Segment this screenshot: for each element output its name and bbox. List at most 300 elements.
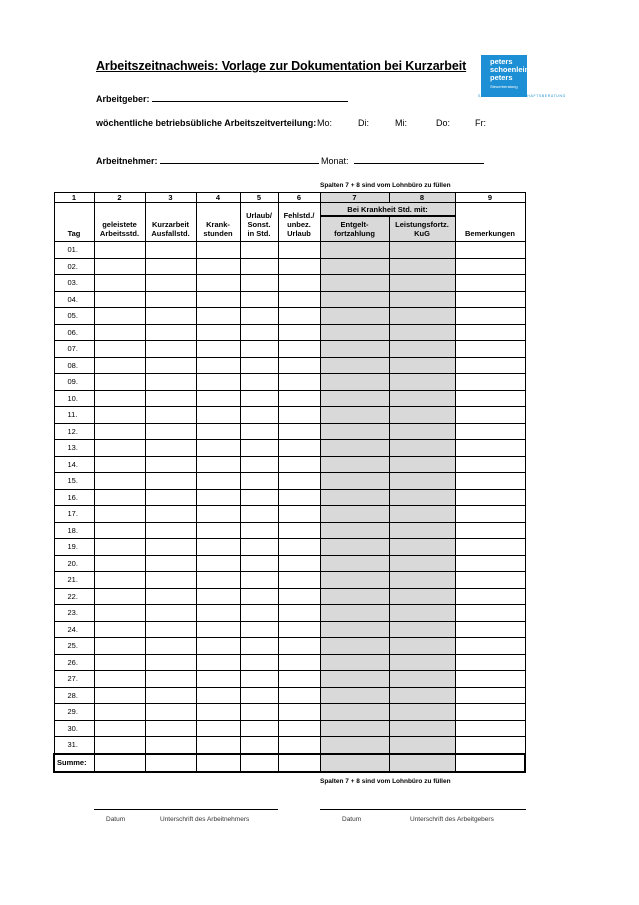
entry-cell[interactable] — [455, 522, 525, 539]
entry-cell[interactable] — [196, 324, 240, 341]
entry-cell[interactable] — [94, 737, 145, 754]
entry-cell[interactable] — [389, 242, 455, 259]
entry-cell[interactable] — [455, 687, 525, 704]
entry-cell[interactable] — [278, 654, 320, 671]
entry-cell[interactable] — [278, 242, 320, 259]
entry-cell[interactable] — [389, 522, 455, 539]
entry-cell[interactable] — [196, 605, 240, 622]
entry-cell[interactable] — [320, 506, 389, 523]
entry-cell[interactable] — [455, 291, 525, 308]
entry-cell[interactable] — [389, 687, 455, 704]
sum-cell[interactable] — [94, 754, 145, 772]
entry-cell[interactable] — [389, 440, 455, 457]
day-row — [54, 671, 525, 688]
sum-cell[interactable] — [196, 754, 240, 772]
entry-cell[interactable] — [94, 720, 145, 737]
entry-cell[interactable] — [196, 522, 240, 539]
entry-cell[interactable] — [240, 671, 278, 688]
logo-line-2: schoenlein — [490, 65, 530, 74]
entry-cell[interactable] — [94, 258, 145, 275]
entry-cell[interactable] — [455, 572, 525, 589]
entry-cell[interactable] — [278, 341, 320, 358]
entry-cell[interactable] — [240, 258, 278, 275]
entry-cell[interactable] — [455, 720, 525, 737]
entry-cell[interactable] — [145, 374, 196, 391]
day-row — [54, 308, 525, 325]
entry-cell[interactable] — [145, 456, 196, 473]
entry-cell[interactable] — [196, 737, 240, 754]
day-label: 26. — [54, 654, 94, 671]
entry-cell[interactable] — [320, 522, 389, 539]
entry-cell[interactable] — [240, 638, 278, 655]
header-vacation — [240, 203, 278, 242]
entry-cell[interactable] — [389, 621, 455, 638]
entry-cell[interactable] — [455, 506, 525, 523]
entry-cell[interactable] — [94, 291, 145, 308]
entry-cell[interactable] — [278, 671, 320, 688]
day-row — [54, 489, 525, 506]
entry-cell[interactable] — [455, 440, 525, 457]
header-kug — [389, 216, 455, 242]
entry-cell[interactable] — [455, 473, 525, 490]
entry-cell[interactable] — [145, 473, 196, 490]
day-label: 20. — [54, 555, 94, 572]
entry-cell[interactable] — [240, 572, 278, 589]
entry-cell[interactable] — [145, 687, 196, 704]
entry-cell[interactable] — [455, 588, 525, 605]
entry-cell[interactable] — [145, 555, 196, 572]
weekday-do: Do: — [436, 118, 451, 128]
entry-cell[interactable] — [94, 473, 145, 490]
entry-cell[interactable] — [278, 440, 320, 457]
entry-cell[interactable] — [94, 357, 145, 374]
entry-cell[interactable] — [196, 638, 240, 655]
day-label: 10. — [54, 390, 94, 407]
entry-cell[interactable] — [278, 605, 320, 622]
entry-cell[interactable] — [94, 704, 145, 721]
day-row — [54, 687, 525, 704]
entry-cell[interactable] — [145, 638, 196, 655]
entry-cell[interactable] — [278, 588, 320, 605]
entry-cell[interactable] — [196, 258, 240, 275]
entry-cell[interactable] — [278, 390, 320, 407]
entry-cell[interactable] — [389, 572, 455, 589]
entry-cell[interactable] — [196, 720, 240, 737]
entry-cell[interactable] — [196, 489, 240, 506]
entry-cell[interactable] — [320, 374, 389, 391]
entry-cell[interactable] — [196, 242, 240, 259]
entry-cell[interactable] — [320, 242, 389, 259]
header-sick-hours — [196, 203, 240, 242]
entry-cell[interactable] — [240, 374, 278, 391]
entry-cell[interactable] — [320, 621, 389, 638]
col-num-8: 8 — [389, 193, 455, 203]
entry-cell[interactable] — [94, 605, 145, 622]
day-label: 22. — [54, 588, 94, 605]
entry-cell[interactable] — [196, 275, 240, 292]
entry-cell[interactable] — [320, 720, 389, 737]
entry-cell[interactable] — [240, 621, 278, 638]
entry-cell[interactable] — [145, 324, 196, 341]
entry-cell[interactable] — [389, 539, 455, 556]
entry-cell[interactable] — [278, 407, 320, 424]
entry-cell[interactable] — [389, 720, 455, 737]
entry-cell[interactable] — [240, 473, 278, 490]
entry-cell[interactable] — [196, 423, 240, 440]
header-sick-group: Bei Krankheit Std. mit: — [320, 203, 455, 217]
entry-cell[interactable] — [94, 489, 145, 506]
entry-cell[interactable] — [455, 489, 525, 506]
entry-cell[interactable] — [320, 588, 389, 605]
entry-cell[interactable] — [320, 407, 389, 424]
header-worked-hours-line-1: geleistete — [102, 220, 137, 229]
entry-cell[interactable] — [455, 357, 525, 374]
entry-cell[interactable] — [240, 539, 278, 556]
entry-cell[interactable] — [196, 671, 240, 688]
entry-cell[interactable] — [278, 258, 320, 275]
entry-cell[interactable] — [196, 654, 240, 671]
entry-cell[interactable] — [145, 407, 196, 424]
entry-cell[interactable] — [196, 407, 240, 424]
entry-cell[interactable] — [389, 258, 455, 275]
entry-cell[interactable] — [94, 341, 145, 358]
entry-cell[interactable] — [94, 522, 145, 539]
entry-cell[interactable] — [240, 704, 278, 721]
entry-cell[interactable] — [278, 522, 320, 539]
entry-cell[interactable] — [145, 605, 196, 622]
entry-cell[interactable] — [240, 456, 278, 473]
entry-cell[interactable] — [196, 572, 240, 589]
entry-cell[interactable] — [94, 407, 145, 424]
entry-cell[interactable] — [145, 737, 196, 754]
entry-cell[interactable] — [145, 440, 196, 457]
entry-cell[interactable] — [196, 390, 240, 407]
entry-cell[interactable] — [94, 687, 145, 704]
logo-line-1: peters — [490, 57, 513, 66]
entry-cell[interactable] — [94, 671, 145, 688]
entry-cell[interactable] — [320, 440, 389, 457]
entry-cell[interactable] — [320, 737, 389, 754]
entry-cell[interactable] — [94, 390, 145, 407]
weekly-hours-label: wöchentliche betriebsübliche Arbeitszeitverteilung: — [96, 118, 317, 128]
entry-cell[interactable] — [320, 473, 389, 490]
entry-cell[interactable] — [94, 588, 145, 605]
header-sick-hours-line-1: Krank- — [206, 220, 230, 229]
entry-cell[interactable] — [455, 341, 525, 358]
entry-cell[interactable] — [278, 489, 320, 506]
entry-cell[interactable] — [94, 539, 145, 556]
entry-cell[interactable] — [145, 242, 196, 259]
sum-cell[interactable] — [278, 754, 320, 772]
entry-cell[interactable] — [389, 357, 455, 374]
entry-cell[interactable] — [145, 720, 196, 737]
entry-cell[interactable] — [455, 374, 525, 391]
entry-cell[interactable] — [278, 638, 320, 655]
entry-cell[interactable] — [196, 555, 240, 572]
day-label: 14. — [54, 456, 94, 473]
entry-cell[interactable] — [145, 621, 196, 638]
entry-cell[interactable] — [320, 555, 389, 572]
entry-cell[interactable] — [389, 506, 455, 523]
entry-cell[interactable] — [455, 605, 525, 622]
entry-cell[interactable] — [145, 489, 196, 506]
entry-cell[interactable] — [455, 242, 525, 259]
entry-cell[interactable] — [320, 687, 389, 704]
entry-cell[interactable] — [320, 456, 389, 473]
day-row — [54, 407, 525, 424]
entry-cell[interactable] — [455, 456, 525, 473]
entry-cell[interactable] — [196, 621, 240, 638]
entry-cell[interactable] — [240, 588, 278, 605]
header-vacation-line-2: Sonst. — [247, 220, 271, 229]
entry-cell[interactable] — [389, 341, 455, 358]
entry-cell[interactable] — [320, 275, 389, 292]
entry-cell[interactable] — [278, 275, 320, 292]
entry-cell[interactable] — [145, 704, 196, 721]
entry-cell[interactable] — [389, 291, 455, 308]
entry-cell[interactable] — [278, 291, 320, 308]
entry-cell[interactable] — [455, 407, 525, 424]
entry-cell[interactable] — [278, 506, 320, 523]
entry-cell[interactable] — [455, 539, 525, 556]
entry-cell[interactable] — [94, 654, 145, 671]
entry-cell[interactable] — [145, 291, 196, 308]
entry-cell[interactable] — [145, 654, 196, 671]
entry-cell[interactable] — [240, 341, 278, 358]
entry-cell[interactable] — [196, 291, 240, 308]
day-label: 12. — [54, 423, 94, 440]
entry-cell[interactable] — [455, 654, 525, 671]
entry-cell[interactable] — [320, 390, 389, 407]
employee-field-line[interactable] — [160, 163, 319, 164]
entry-cell[interactable] — [455, 704, 525, 721]
entry-cell[interactable] — [94, 374, 145, 391]
entry-cell[interactable] — [320, 572, 389, 589]
entry-cell[interactable] — [145, 423, 196, 440]
entry-cell[interactable] — [196, 357, 240, 374]
entry-cell[interactable] — [389, 456, 455, 473]
entry-cell[interactable] — [94, 275, 145, 292]
entry-cell[interactable] — [320, 654, 389, 671]
entry-cell[interactable] — [240, 423, 278, 440]
day-row — [54, 440, 525, 457]
entry-cell[interactable] — [389, 605, 455, 622]
entry-cell[interactable] — [240, 275, 278, 292]
entry-cell[interactable] — [455, 390, 525, 407]
entry-cell[interactable] — [196, 308, 240, 325]
timesheet-table — [53, 192, 526, 773]
entry-cell[interactable] — [320, 291, 389, 308]
entry-cell[interactable] — [455, 671, 525, 688]
entry-cell[interactable] — [196, 456, 240, 473]
entry-cell[interactable] — [240, 654, 278, 671]
entry-cell[interactable] — [240, 440, 278, 457]
company-logo — [481, 55, 530, 97]
entry-cell[interactable] — [320, 357, 389, 374]
entry-cell[interactable] — [240, 291, 278, 308]
entry-cell[interactable] — [389, 324, 455, 341]
entry-cell[interactable] — [455, 275, 525, 292]
entry-cell[interactable] — [145, 275, 196, 292]
entry-cell[interactable] — [389, 423, 455, 440]
entry-cell[interactable] — [389, 473, 455, 490]
entry-cell[interactable] — [240, 407, 278, 424]
entry-cell[interactable] — [278, 473, 320, 490]
entry-cell[interactable] — [145, 572, 196, 589]
entry-cell[interactable] — [455, 308, 525, 325]
entry-cell[interactable] — [455, 423, 525, 440]
day-label: 05. — [54, 308, 94, 325]
entry-cell[interactable] — [389, 374, 455, 391]
entry-cell[interactable] — [320, 423, 389, 440]
entry-cell[interactable] — [278, 555, 320, 572]
entry-cell[interactable] — [278, 621, 320, 638]
entry-cell[interactable] — [389, 308, 455, 325]
month-field-line[interactable] — [354, 163, 484, 164]
entry-cell[interactable] — [320, 704, 389, 721]
entry-cell[interactable] — [240, 489, 278, 506]
entry-cell[interactable] — [278, 374, 320, 391]
employer-field-line[interactable] — [152, 101, 348, 102]
entry-cell[interactable] — [240, 324, 278, 341]
entry-cell[interactable] — [389, 588, 455, 605]
entry-cell[interactable] — [196, 374, 240, 391]
entry-cell[interactable] — [320, 605, 389, 622]
entry-cell[interactable] — [196, 506, 240, 523]
entry-cell[interactable] — [278, 737, 320, 754]
entry-cell[interactable] — [94, 572, 145, 589]
entry-cell[interactable] — [145, 357, 196, 374]
entry-cell[interactable] — [320, 258, 389, 275]
entry-cell[interactable] — [389, 407, 455, 424]
entry-cell[interactable] — [389, 654, 455, 671]
entry-cell[interactable] — [145, 522, 196, 539]
day-label: 02. — [54, 258, 94, 275]
entry-cell[interactable] — [455, 555, 525, 572]
entry-cell[interactable] — [145, 671, 196, 688]
entry-cell[interactable] — [240, 308, 278, 325]
entry-cell[interactable] — [278, 423, 320, 440]
entry-cell[interactable] — [278, 357, 320, 374]
entry-cell[interactable] — [94, 621, 145, 638]
entry-cell[interactable] — [278, 539, 320, 556]
entry-cell[interactable] — [145, 506, 196, 523]
entry-cell[interactable] — [145, 588, 196, 605]
entry-cell[interactable] — [240, 687, 278, 704]
weekday-mo: Mo: — [317, 118, 333, 128]
entry-cell[interactable] — [320, 638, 389, 655]
entry-cell[interactable] — [240, 555, 278, 572]
entry-cell[interactable] — [240, 242, 278, 259]
entry-cell[interactable] — [278, 704, 320, 721]
employee-signature-line[interactable] — [94, 809, 278, 810]
entry-cell[interactable] — [455, 737, 525, 754]
entry-cell[interactable] — [389, 489, 455, 506]
entry-cell[interactable] — [455, 258, 525, 275]
entry-cell[interactable] — [240, 737, 278, 754]
entry-cell[interactable] — [240, 720, 278, 737]
entry-cell[interactable] — [278, 720, 320, 737]
entry-cell[interactable] — [196, 440, 240, 457]
sum-cell[interactable] — [455, 754, 525, 772]
entry-cell[interactable] — [455, 638, 525, 655]
entry-cell[interactable] — [320, 324, 389, 341]
entry-cell[interactable] — [196, 704, 240, 721]
entry-cell[interactable] — [278, 324, 320, 341]
sum-cell[interactable] — [145, 754, 196, 772]
entry-cell[interactable] — [94, 506, 145, 523]
header-vacation-line-1: Urlaub/ — [246, 211, 272, 220]
entry-cell[interactable] — [145, 308, 196, 325]
entry-cell[interactable] — [145, 258, 196, 275]
entry-cell[interactable] — [196, 687, 240, 704]
entry-cell[interactable] — [320, 341, 389, 358]
entry-cell[interactable] — [94, 308, 145, 325]
entry-cell[interactable] — [94, 638, 145, 655]
entry-cell[interactable] — [389, 737, 455, 754]
entry-cell[interactable] — [94, 440, 145, 457]
entry-cell[interactable] — [389, 390, 455, 407]
entry-cell[interactable] — [320, 308, 389, 325]
entry-cell[interactable] — [278, 572, 320, 589]
entry-cell[interactable] — [94, 555, 145, 572]
entry-cell[interactable] — [240, 605, 278, 622]
entry-cell[interactable] — [94, 423, 145, 440]
sum-cell[interactable] — [389, 754, 455, 772]
entry-cell[interactable] — [94, 456, 145, 473]
entry-cell[interactable] — [455, 324, 525, 341]
entry-cell[interactable] — [455, 621, 525, 638]
entry-cell[interactable] — [240, 506, 278, 523]
entry-cell[interactable] — [240, 390, 278, 407]
employer-signature-label: Unterschrift des Arbeitgebers — [410, 816, 494, 823]
sum-cell[interactable] — [320, 754, 389, 772]
entry-cell[interactable] — [145, 390, 196, 407]
entry-cell[interactable] — [320, 489, 389, 506]
entry-cell[interactable] — [94, 242, 145, 259]
entry-cell[interactable] — [389, 704, 455, 721]
employer-label: Arbeitgeber: — [96, 94, 150, 104]
entry-cell[interactable] — [145, 539, 196, 556]
entry-cell[interactable] — [240, 522, 278, 539]
entry-cell[interactable] — [240, 357, 278, 374]
day-label: 06. — [54, 324, 94, 341]
employer-signature-line[interactable] — [320, 809, 526, 810]
header-worked-hours-line-2: Arbeitsstd. — [99, 229, 140, 238]
day-label: 08. — [54, 357, 94, 374]
entry-cell[interactable] — [94, 324, 145, 341]
entry-cell[interactable] — [389, 671, 455, 688]
day-label: 13. — [54, 440, 94, 457]
entry-cell[interactable] — [320, 539, 389, 556]
entry-cell[interactable] — [278, 456, 320, 473]
entry-cell[interactable] — [389, 275, 455, 292]
entry-cell[interactable] — [278, 308, 320, 325]
entry-cell[interactable] — [196, 539, 240, 556]
payroll-note-bottom: Spalten 7 + 8 sind vom Lohnbüro zu füllen — [320, 778, 451, 785]
entry-cell[interactable] — [389, 555, 455, 572]
entry-cell[interactable] — [196, 341, 240, 358]
entry-cell[interactable] — [145, 341, 196, 358]
header-absence-line-1: Fehlstd./ — [283, 211, 315, 220]
entry-cell[interactable] — [320, 671, 389, 688]
entry-cell[interactable] — [196, 473, 240, 490]
weekday-fr: Fr: — [475, 118, 486, 128]
entry-cell[interactable] — [278, 687, 320, 704]
entry-cell[interactable] — [196, 588, 240, 605]
sum-cell[interactable] — [240, 754, 278, 772]
entry-cell[interactable] — [389, 638, 455, 655]
